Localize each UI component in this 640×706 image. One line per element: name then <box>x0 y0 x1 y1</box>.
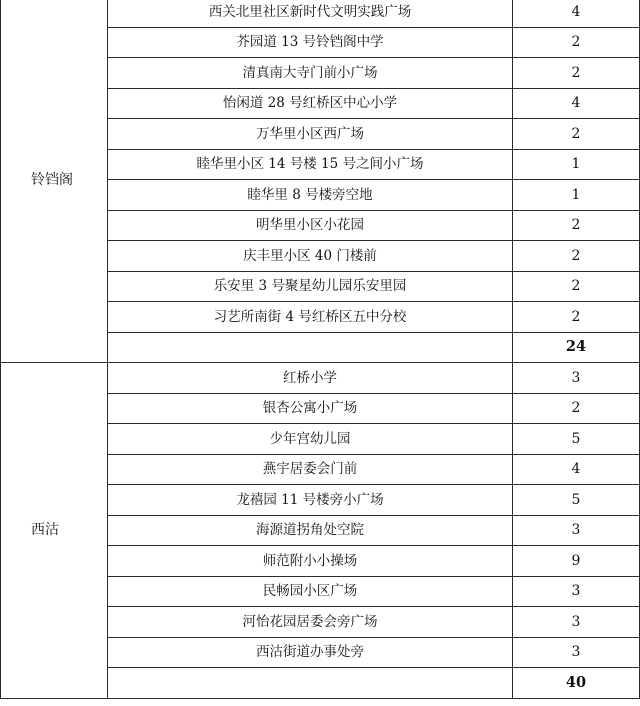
subtotal-cell: 40 <box>513 668 640 699</box>
site-cell: 银杏公寓小广场 <box>108 393 513 424</box>
subtotal-empty-cell <box>108 668 513 699</box>
site-cell: 睦华里小区 14 号楼 15 号之间小广场 <box>108 149 513 180</box>
count-cell: 2 <box>513 58 640 89</box>
subtotal-cell: 24 <box>513 332 640 363</box>
site-cell: 西关北里社区新时代文明实践广场 <box>108 0 513 27</box>
count-cell: 3 <box>513 363 640 394</box>
site-cell: 龙禧园 11 号楼旁小广场 <box>108 485 513 516</box>
site-cell: 红桥小学 <box>108 363 513 394</box>
district-cell: 西沽 <box>1 363 108 699</box>
count-cell: 2 <box>513 119 640 150</box>
site-cell: 海源道拐角处空院 <box>108 515 513 546</box>
site-cell: 河怡花园居委会旁广场 <box>108 607 513 638</box>
count-cell: 1 <box>513 180 640 211</box>
count-cell: 2 <box>513 210 640 241</box>
site-cell: 燕宇居委会门前 <box>108 454 513 485</box>
site-cell: 万华里小区西广场 <box>108 119 513 150</box>
site-cell: 怡闲道 28 号红桥区中心小学 <box>108 88 513 119</box>
count-cell: 9 <box>513 546 640 577</box>
site-cell: 乐安里 3 号聚星幼儿园乐安里园 <box>108 271 513 302</box>
site-cell: 清真南大寺门前小广场 <box>108 58 513 89</box>
count-cell: 5 <box>513 424 640 455</box>
count-cell: 2 <box>513 271 640 302</box>
count-cell: 4 <box>513 0 640 27</box>
count-cell: 4 <box>513 88 640 119</box>
table-row <box>1 0 640 27</box>
site-cell: 少年宫幼儿园 <box>108 424 513 455</box>
count-cell: 4 <box>513 454 640 485</box>
count-cell: 5 <box>513 485 640 516</box>
site-cell: 明华里小区小花园 <box>108 210 513 241</box>
table-row <box>1 363 640 394</box>
site-cell: 师范附小小操场 <box>108 546 513 577</box>
site-cell: 习艺所南街 4 号红桥区五中分校 <box>108 302 513 333</box>
count-cell: 2 <box>513 27 640 58</box>
site-cell: 睦华里 8 号楼旁空地 <box>108 180 513 211</box>
subtotal-empty-cell <box>108 332 513 363</box>
count-cell: 3 <box>513 637 640 668</box>
count-cell: 3 <box>513 515 640 546</box>
count-cell: 2 <box>513 302 640 333</box>
site-cell: 西沽街道办事处旁 <box>108 637 513 668</box>
count-cell: 1 <box>513 149 640 180</box>
sites-table-body <box>1 0 640 698</box>
district-cell: 铃铛阁 <box>1 0 108 363</box>
site-cell: 芥园道 13 号铃铛阁中学 <box>108 27 513 58</box>
count-cell: 3 <box>513 576 640 607</box>
count-cell: 2 <box>513 393 640 424</box>
count-cell: 3 <box>513 607 640 638</box>
count-cell: 2 <box>513 241 640 272</box>
site-cell: 民畅园小区广场 <box>108 576 513 607</box>
site-cell: 庆丰里小区 40 门楼前 <box>108 241 513 272</box>
